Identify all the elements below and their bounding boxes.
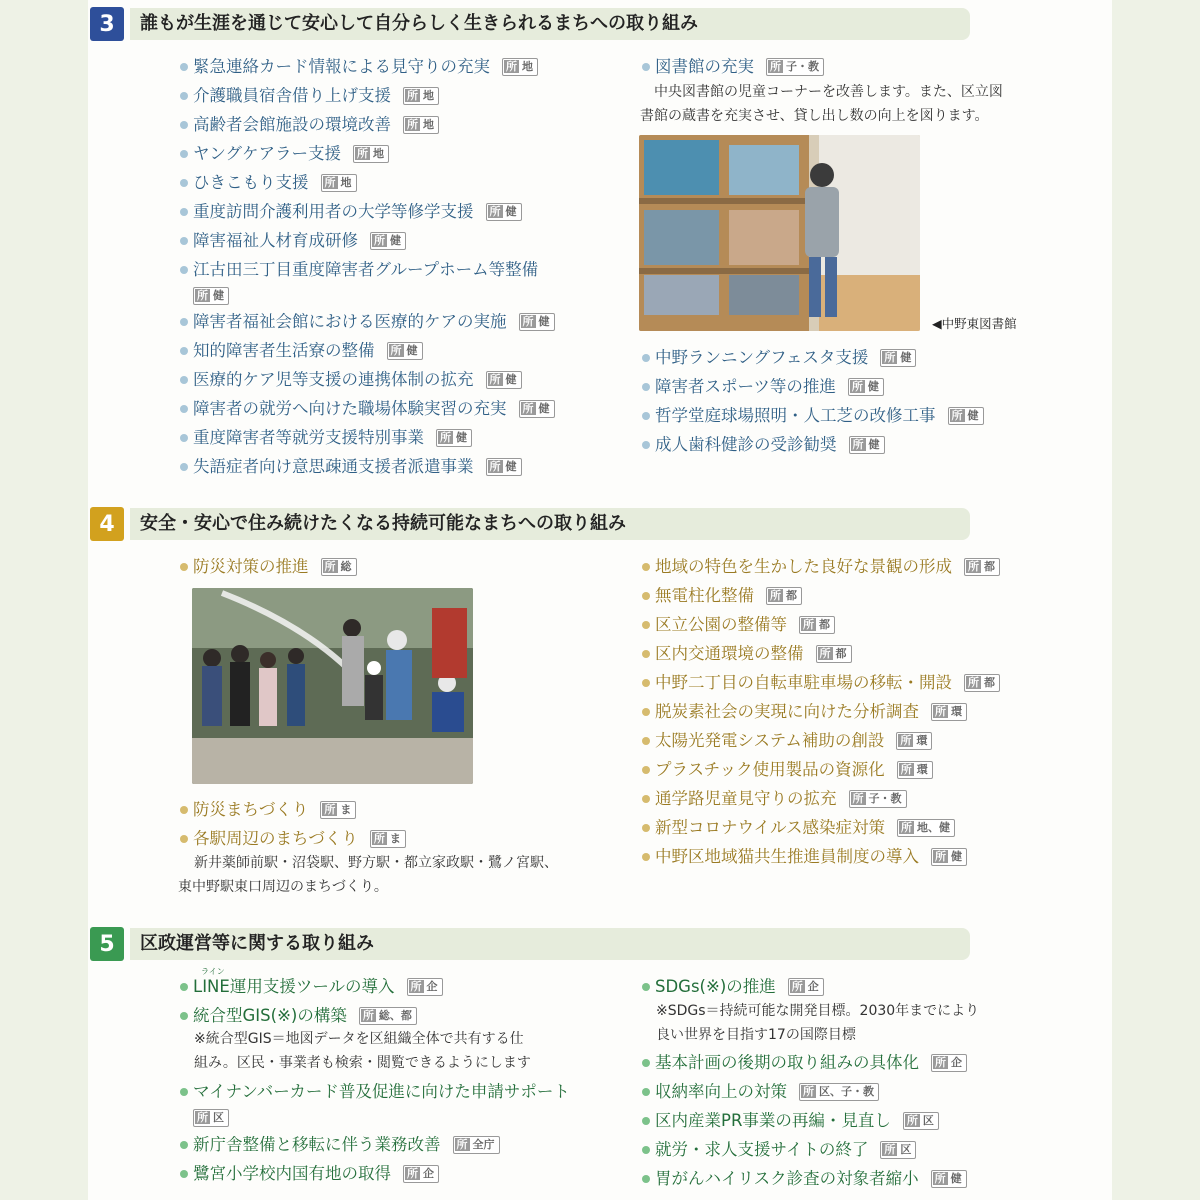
bullet-icon xyxy=(642,1146,650,1154)
list-item xyxy=(642,643,852,665)
item-text: 失語症者向け意思疎通支援者派遣事業 xyxy=(193,457,474,476)
list-item xyxy=(180,114,439,136)
dept-tag: 所 地 xyxy=(403,116,439,134)
list-item xyxy=(180,230,406,252)
dept-tag: 所 都 xyxy=(816,645,852,663)
section-3-header xyxy=(90,5,970,43)
item-text: SDGs(※)の推進 xyxy=(655,977,776,996)
item-text: 重度訪問介護利用者の大学等修学支援 xyxy=(193,202,474,221)
dept-tag: 所 全庁 xyxy=(453,1136,500,1154)
item-text: 区立公園の整備等 xyxy=(655,615,787,634)
gis-description: ※統合型GIS＝地図データを区組織全体で共有する仕 組み。区民・事業者も検索・閲覧できるようにします xyxy=(194,1031,531,1071)
list-item xyxy=(180,556,357,578)
list-item xyxy=(180,398,555,420)
dept-tag: 所 都 xyxy=(766,587,802,605)
dept-tag: 所 区 xyxy=(903,1112,939,1130)
list-item xyxy=(180,1081,570,1103)
list-item xyxy=(180,1005,417,1027)
list-item xyxy=(180,340,423,362)
item-text: 収納率向上の対策 xyxy=(655,1082,787,1101)
list-item xyxy=(642,556,1000,578)
item-text: 知的障害者生活寮の整備 xyxy=(193,341,375,360)
bullet-icon xyxy=(180,806,188,814)
item-text: 障害者スポーツ等の推進 xyxy=(655,377,836,396)
list-item xyxy=(642,846,967,868)
bullet-icon xyxy=(642,441,650,449)
dept-tag: 所 地、健 xyxy=(897,819,955,837)
list-item xyxy=(180,143,389,165)
dept-tag: 所 健 xyxy=(436,429,472,447)
item-text: 新型コロナウイルス感染症対策 xyxy=(655,818,886,837)
list-item xyxy=(642,1052,967,1074)
library-photo xyxy=(639,135,920,331)
item-text: 介護職員宿舎借り上げ支援 xyxy=(193,86,391,105)
list-item xyxy=(642,1139,916,1161)
bullet-icon xyxy=(642,63,650,71)
item-text: 中野ランニングフェスタ支援 xyxy=(655,348,869,367)
dept-tag: 所 区 xyxy=(193,1109,229,1127)
bullet-icon xyxy=(180,835,188,843)
bullet-icon xyxy=(180,266,188,274)
list-item xyxy=(642,434,885,456)
line-ruby: ライン xyxy=(201,967,225,976)
list-item xyxy=(180,799,356,821)
dept-tag: 所 総 xyxy=(321,558,357,576)
library-description: 中央図書館の児童コーナーを改善します。また、区立図 書館の蔵書を充実させ、貸し出し数の向上を図ります。 xyxy=(640,84,1003,124)
item-text: 江古田三丁目重度障害者グループホーム等整備 xyxy=(193,260,539,279)
item-text: ヤングケアラー支援 xyxy=(193,144,342,163)
dept-tag: 所 健 xyxy=(519,400,555,418)
dept-tag: 所 企 xyxy=(788,978,824,996)
item-text: マイナンバーカード普及促進に向けた申請サポート xyxy=(193,1082,570,1101)
dept-tag: 所 健 xyxy=(849,436,885,454)
section-3-number: 3 xyxy=(90,7,124,41)
item-text: 通学路児童見守りの拡充 xyxy=(655,789,837,808)
section-4-title: 安全・安心で住み続けたくなる持続可能なまちへの取り組み xyxy=(130,508,970,540)
section-5-header xyxy=(90,925,970,963)
list-item xyxy=(642,585,802,607)
dept-tag: 所 総、都 xyxy=(359,1007,417,1025)
bullet-icon xyxy=(642,592,650,600)
bullet-icon xyxy=(642,679,650,687)
item-text: 統合型GIS(※)の構築 xyxy=(193,1006,347,1025)
dept-tag: 所 健 xyxy=(931,848,967,866)
bullet-icon xyxy=(642,853,650,861)
list-item xyxy=(180,427,472,449)
dept-tag: 所 ま xyxy=(370,830,406,848)
item-text: 図書館の充実 xyxy=(655,57,754,76)
section-5-title: 区政運営等に関する取り組み xyxy=(130,928,970,960)
photo-caption: ◀中野東図書館 xyxy=(932,316,1017,331)
bullet-icon xyxy=(642,354,650,362)
item-text: 中野二丁目の自転車駐車場の移転・開設 xyxy=(655,673,952,692)
bullet-icon xyxy=(642,737,650,745)
list-item xyxy=(180,828,406,850)
item-text: 中野区地域猫共生推進員制度の導入 xyxy=(655,847,919,866)
bullet-icon xyxy=(642,621,650,629)
bullet-icon xyxy=(642,983,650,991)
item-text: 基本計画の後期の取り組みの具体化 xyxy=(655,1053,919,1072)
dept-tag: 所 都 xyxy=(799,616,835,634)
item-text: 成人歯科健診の受診勧奨 xyxy=(655,435,837,454)
item-text: ひきこもり支援 xyxy=(193,173,309,192)
station-description: 新井薬師前駅・沼袋駅、野方駅・都立家政駅・鷺ノ宮駅、 東中野駅東口周辺のまちづくり。 xyxy=(178,855,558,895)
dept-tag: 所 健 xyxy=(486,371,522,389)
item-text: 新庁舎整備と移転に伴う業務改善 xyxy=(193,1135,441,1154)
list-item xyxy=(180,369,522,391)
dept-tag: 所 企 xyxy=(931,1054,967,1072)
item-text: 脱炭素社会の実現に向けた分析調査 xyxy=(655,702,919,721)
dept-tag: 所 環 xyxy=(897,761,933,779)
dept-tag: 所 地 xyxy=(321,174,357,192)
item-text: 哲学堂庭球場照明・人工芝の改修工事 xyxy=(655,406,936,425)
list-item xyxy=(180,1163,439,1185)
dept-tag: 所 健 xyxy=(880,349,916,367)
list-item xyxy=(180,172,357,194)
dept-tag: 所 都 xyxy=(964,674,1000,692)
item-text: 地域の特色を生かした良好な景観の形成 xyxy=(655,557,952,576)
item-text: 高齢者会館施設の環境改善 xyxy=(193,115,391,134)
list-item xyxy=(642,1110,939,1132)
bullet-icon xyxy=(642,563,650,571)
bullet-icon xyxy=(180,1088,188,1096)
list-item xyxy=(642,347,916,369)
list-item xyxy=(180,311,555,333)
list-item xyxy=(180,259,538,281)
item-text: 無電柱化整備 xyxy=(655,586,754,605)
bullet-icon xyxy=(642,824,650,832)
dept-tag: 所 地 xyxy=(502,58,538,76)
bullet-icon xyxy=(180,208,188,216)
item-text: 防災対策の推進 xyxy=(193,557,309,576)
bullet-icon xyxy=(180,983,188,991)
list-item xyxy=(642,56,824,78)
list-item xyxy=(642,788,907,810)
dept-tag: 所 ま xyxy=(320,801,356,819)
dept-tag: 所 健 xyxy=(387,342,423,360)
dept-tag: 所 子・教 xyxy=(849,790,907,808)
list-item xyxy=(642,701,967,723)
bullet-icon xyxy=(180,63,188,71)
item-text: 太陽光発電システム補助の創設 xyxy=(655,731,885,750)
dept-tag: 所 都 xyxy=(964,558,1000,576)
bullet-icon xyxy=(642,650,650,658)
list-item xyxy=(642,1081,879,1103)
dept-tag: 所 企 xyxy=(407,978,443,996)
dept-tag: 所 区 xyxy=(880,1141,916,1159)
dept-tag: 所 地 xyxy=(403,87,439,105)
bullet-icon xyxy=(642,1175,650,1183)
list-item xyxy=(642,817,955,839)
bullet-icon xyxy=(642,795,650,803)
list-item xyxy=(180,456,522,478)
list-item xyxy=(180,976,443,998)
bullet-icon xyxy=(180,150,188,158)
item-text: 区内交通環境の整備 xyxy=(655,644,804,663)
dept-tag: 所 環 xyxy=(896,732,932,750)
dept-tag: 所 健 xyxy=(486,203,522,221)
bullet-icon xyxy=(180,347,188,355)
item-text: 鷺宮小学校内国有地の取得 xyxy=(193,1164,391,1183)
bullet-icon xyxy=(180,434,188,442)
bullet-icon xyxy=(180,1170,188,1178)
bullet-icon xyxy=(642,1088,650,1096)
bullet-icon xyxy=(642,766,650,774)
dept-tag: 所 環 xyxy=(931,703,967,721)
dept-tag: 所 健 xyxy=(519,313,555,331)
list-item xyxy=(642,376,884,398)
bullet-icon xyxy=(180,376,188,384)
dept-tag: 所 健 xyxy=(486,458,522,476)
item-text: 緊急連絡カード情報による見守りの充実 xyxy=(193,57,490,76)
dept-tag: 所 健 xyxy=(193,287,229,305)
bullet-icon xyxy=(180,318,188,326)
sdgs-description: ※SDGs＝持続可能な開発目標。2030年までにより 良い世界を目指す17の国際目標 xyxy=(656,1003,980,1043)
section-4-number: 4 xyxy=(90,507,124,541)
bullet-icon xyxy=(642,383,650,391)
item-text: 胃がんハイリスク診査の対象者縮小 xyxy=(655,1169,919,1188)
item-text: 障害福祉人材育成研修 xyxy=(193,231,358,250)
bullet-icon xyxy=(180,463,188,471)
dept-tag: 所 企 xyxy=(403,1165,439,1183)
dept-tag: 所 健 xyxy=(931,1170,967,1188)
item-text: 医療的ケア児等支援の連携体制の拡充 xyxy=(193,370,474,389)
item-text: LINE運用支援ツールの導入 xyxy=(193,977,395,996)
bullet-icon xyxy=(180,92,188,100)
bullet-icon xyxy=(180,121,188,129)
list-item xyxy=(642,405,984,427)
list-item xyxy=(180,56,538,78)
dept-tag: 所 健 xyxy=(848,378,884,396)
dept-tag: 所 健 xyxy=(370,232,406,250)
list-item xyxy=(180,201,522,223)
dept-tag: 所 地 xyxy=(353,145,389,163)
list-item xyxy=(180,1134,500,1156)
section-3-title: 誰もが生涯を通じて安心して自分らしく生きられるまちへの取り組み xyxy=(130,8,970,40)
dept-tag: 所 健 xyxy=(948,407,984,425)
dept-tag: 所 区、子・教 xyxy=(799,1083,879,1101)
dept-tag: 所 子・教 xyxy=(766,58,824,76)
section-5-number: 5 xyxy=(90,927,124,961)
list-item xyxy=(642,672,1000,694)
section-4-header xyxy=(90,505,970,543)
list-item xyxy=(642,976,824,998)
item-text: 就労・求人支援サイトの終了 xyxy=(655,1140,869,1159)
bullet-icon xyxy=(642,1059,650,1067)
item-text: 各駅周辺のまちづくり xyxy=(193,829,358,848)
bullet-icon xyxy=(180,179,188,187)
item-text: 障害者の就労へ向けた職場体験実習の充実 xyxy=(193,399,507,418)
item-text: 区内産業PR事業の再編・見直し xyxy=(655,1111,891,1130)
item-text: 防災まちづくり xyxy=(193,800,309,819)
bullet-icon xyxy=(180,563,188,571)
bullet-icon xyxy=(642,412,650,420)
item-text: 重度障害者等就労支援特別事業 xyxy=(193,428,424,447)
list-item xyxy=(642,614,835,636)
list-item xyxy=(642,759,933,781)
bullet-icon xyxy=(180,237,188,245)
disaster-drill-photo xyxy=(192,588,473,784)
bullet-icon xyxy=(180,1012,188,1020)
bullet-icon xyxy=(642,1117,650,1125)
list-item xyxy=(642,1168,967,1190)
list-item xyxy=(642,730,932,752)
bullet-icon xyxy=(180,405,188,413)
item-text: 障害者福祉会館における医療的ケアの実施 xyxy=(193,312,507,331)
bullet-icon xyxy=(180,1141,188,1149)
item-text: プラスチック使用製品の資源化 xyxy=(655,760,885,779)
list-item xyxy=(180,85,439,107)
bullet-icon xyxy=(642,708,650,716)
